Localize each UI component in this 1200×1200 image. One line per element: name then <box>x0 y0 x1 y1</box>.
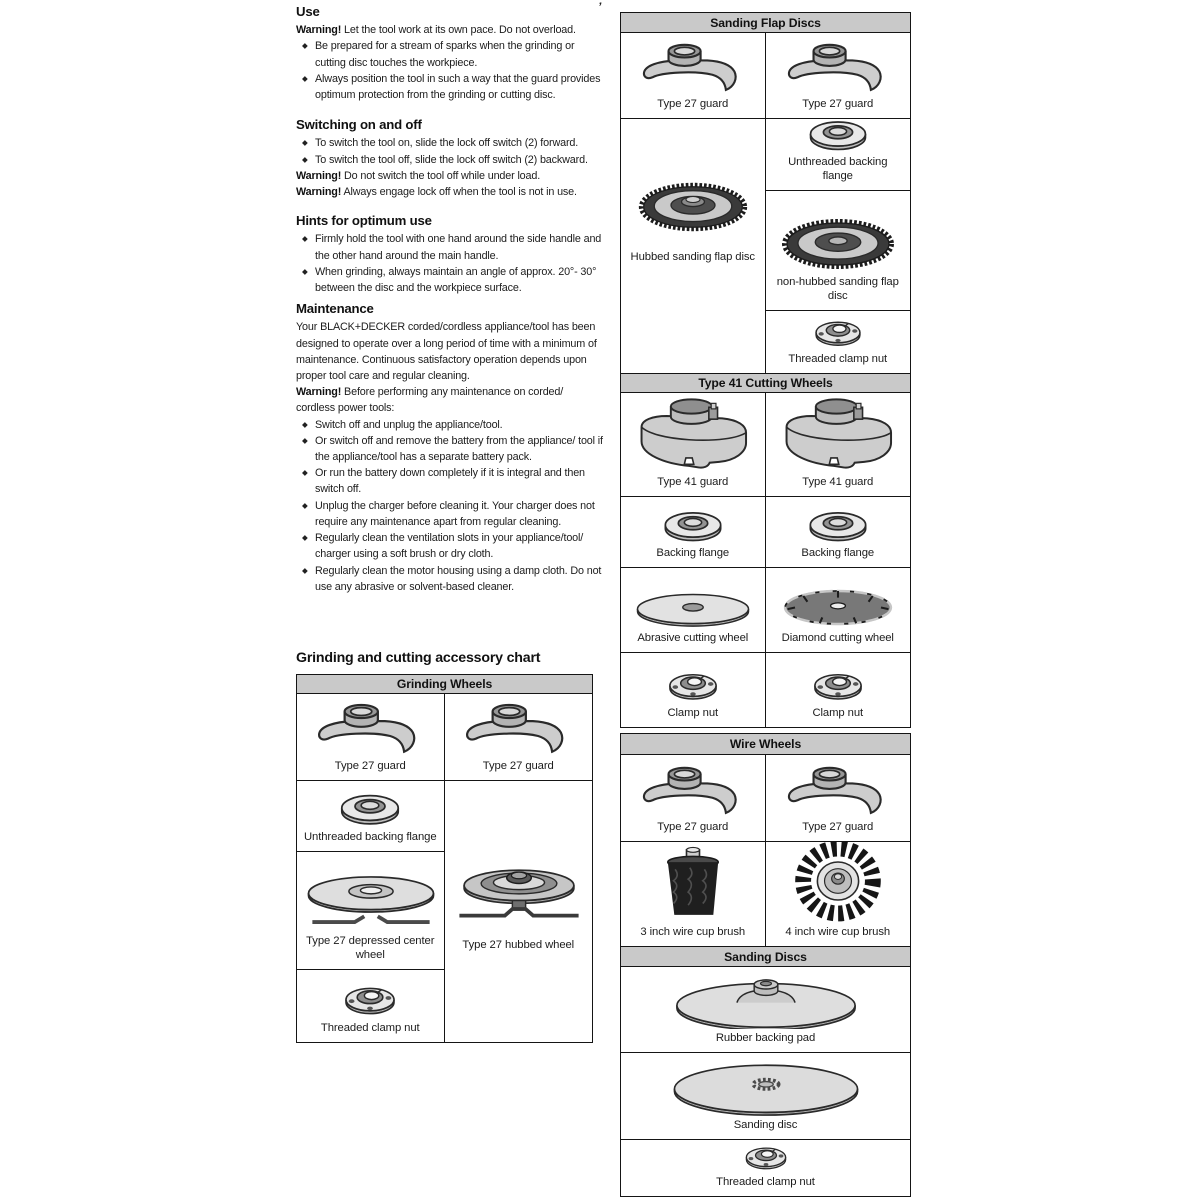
section-heading-switching: Switching on and off <box>296 117 422 133</box>
use-warning <box>296 22 604 38</box>
list-item: ◆ Be prepared for a stream of sparks when the grinding or cutting disc touches the workpiece. <box>296 38 604 70</box>
cell-depressed-center-wheel <box>297 852 445 970</box>
cell-type-27-guard <box>297 694 445 781</box>
cell-label: Unthreaded backing flange <box>303 830 437 843</box>
cell-label: Type 27 guard <box>334 759 406 772</box>
cell-backing-flange <box>621 497 766 568</box>
cell-label: Abrasive cutting wheel <box>637 631 749 644</box>
cell-label: Unthreaded backing flange <box>788 156 888 182</box>
bullet-icon: ◆ <box>302 468 308 478</box>
cell-type-27-guard <box>621 33 766 119</box>
cell-label: Type 27 depressed center wheel <box>306 935 435 961</box>
list-item: ◆ Or switch off and remove the battery from the appliance/ tool if the appliance/tool has a separate battery pack. <box>296 433 604 465</box>
cell-label: Type 27 guard <box>802 97 874 110</box>
clamp-nut-illustration <box>738 1140 794 1173</box>
table-header: Sanding Flap Discs <box>621 13 910 33</box>
list-item: ◆ Regularly clean the ventilation slots in your appliance/tool/ charger using a soft brush or dry cloth. <box>296 530 604 562</box>
bullet-icon: ◆ <box>302 234 308 244</box>
type-27-guard-illustration <box>311 701 429 757</box>
maintenance-bullet-list <box>296 417 604 595</box>
bullet-icon: ◆ <box>302 41 308 51</box>
cell-label: Rubber backing pad <box>715 1031 816 1044</box>
table-header: Sanding Discs <box>621 946 910 967</box>
hints-bullet-list <box>296 231 604 296</box>
cell-abrasive-cutting-wheel <box>621 568 766 653</box>
warning-text: Let the tool work at its own pace. Do not overload. <box>341 24 576 37</box>
list-item: ◆ Regularly clean the motor housing using a damp cloth. Do not use any abrasive or solvent-based cleaner. <box>296 563 604 595</box>
wire-cup-brush-illustration <box>650 845 736 923</box>
switching-warning-2: Warning! Always engage lock off when the tool is not in use. <box>296 186 577 199</box>
hubbed-flap-disc-illustration <box>634 179 752 235</box>
cell-sanding-disc <box>621 1053 910 1140</box>
bullet-icon: ◆ <box>302 138 308 148</box>
cell-clamp-nut <box>766 653 911 727</box>
cell-threaded-clamp-nut <box>297 970 445 1042</box>
maintenance-body: Your BLACK+DECKER corded/cordless appliance/tool has been designed to operate over a long period of time with a minimum of maintenance. Continuous satisfactory operation depends upon proper tool care and regular cleaning. <box>296 321 597 383</box>
cell-unthreaded-backing-flange <box>297 781 445 852</box>
clamp-nut-illustration <box>808 312 868 350</box>
cell-label: Type 27 guard <box>657 820 729 833</box>
abrasive-cutting-wheel-illustration <box>629 589 757 629</box>
cell-type-27-guard <box>766 755 911 842</box>
cell-type-41-guard <box>766 393 911 497</box>
list-item: ◆ Always position the tool in such a way that the guard provides optimum protection from the grinding or cutting disc. <box>296 71 604 103</box>
type-41-guard-illustration <box>632 397 754 473</box>
sanding-flap-discs-table <box>620 12 911 728</box>
warning-label: Warning! <box>296 186 342 199</box>
cell-type-27-guard <box>766 33 911 119</box>
cell-label: 3 inch wire cup brush <box>640 925 746 938</box>
type-27-guard-illustration <box>782 764 894 818</box>
cell-label: 4 inch wire cup brush <box>785 925 891 938</box>
cell-diamond-cutting-wheel <box>766 568 911 653</box>
sanding-flap-discs-grid <box>621 33 910 373</box>
depressed-center-wheel-illustration <box>297 868 445 932</box>
cell-label: Sanding disc <box>733 1118 798 1131</box>
bullet-icon: ◆ <box>302 73 308 83</box>
bullet-icon: ◆ <box>302 154 308 164</box>
list-item: ◆ Firmly hold the tool with one hand around the side handle and the other hand around the main handle. <box>296 231 604 263</box>
clamp-nut-illustration <box>807 664 869 704</box>
cell-type-27-hubbed-wheel <box>445 781 593 1042</box>
wire-wheels-table <box>620 733 911 1197</box>
type-27-guard-illustration <box>637 764 749 818</box>
list-item: ◆ To switch the tool off, slide the lock off switch (2) backward. <box>296 152 604 168</box>
type-27-guard-illustration <box>459 701 577 757</box>
cell-label: Type 41 guard <box>657 475 729 488</box>
cell-label: Backing flange <box>656 546 730 559</box>
backing-flange-illustration <box>656 506 730 544</box>
table-header: Grinding Wheels <box>297 675 592 694</box>
cell-type-27-guard <box>621 755 766 842</box>
warning-label: Warning! <box>296 386 342 399</box>
list-item: ◆ To switch the tool on, slide the lock off switch (2) forward. <box>296 135 604 151</box>
maintenance-warning: Warning! Before performing any maintenance on corded/ cordless power tools: <box>296 386 564 415</box>
sanding-disc-illustration <box>664 1058 868 1116</box>
type-27-guard-illustration <box>637 41 749 95</box>
warning-label: Warning! <box>296 24 342 37</box>
cell-label: Threaded clamp nut <box>788 352 888 365</box>
type-41-guard-illustration <box>777 397 899 473</box>
bullet-icon: ◆ <box>302 533 308 543</box>
section-heading-hints: Hints for optimum use <box>296 213 432 229</box>
hubbed-wheel-illustration <box>445 857 593 927</box>
cell-wire-wheel-brush <box>766 842 911 946</box>
cell-label: Type 27 guard <box>657 97 729 110</box>
cell-unthreaded-backing-flange <box>766 119 911 191</box>
cell-label: Backing flange <box>801 546 875 559</box>
list-item: ◆ When grinding, always maintain an angle of approx. 20°- 30° between the disc and the workpiece surface. <box>296 264 604 296</box>
wire-wheels-grid <box>621 755 910 946</box>
diamond-cutting-wheel-illustration <box>776 586 900 629</box>
cell-label: Type 41 guard <box>802 475 874 488</box>
accessory-chart-heading: Grinding and cutting accessory chart <box>296 650 541 666</box>
type-27-guard-illustration <box>782 41 894 95</box>
clamp-nut-illustration <box>662 664 724 704</box>
cell-non-hubbed-sanding-flap-disc <box>766 191 911 311</box>
cell-threaded-clamp-nut <box>621 1140 910 1196</box>
table-header: Wire Wheels <box>621 734 910 755</box>
cell-type-27-guard <box>445 694 593 781</box>
cell-label: Type 27 hubbed wheel <box>462 939 575 951</box>
section-heading-use: Use <box>296 4 320 19</box>
bullet-icon: ◆ <box>302 266 308 276</box>
cell-type-41-guard <box>621 393 766 497</box>
cell-label: Type 27 guard <box>802 820 874 833</box>
cell-clamp-nut <box>621 653 766 727</box>
cell-threaded-clamp-nut <box>766 311 911 373</box>
stray-print-mark: ʼ <box>598 0 602 14</box>
cell-label: Clamp nut <box>812 706 864 719</box>
cell-label: Clamp nut <box>667 706 719 719</box>
cell-label: Threaded clamp nut <box>716 1175 815 1188</box>
cell-label: Threaded clamp nut <box>320 1021 420 1034</box>
type41-grid <box>621 393 910 727</box>
list-item: ◆ Or run the battery down completely if it is integral and then switch off. <box>296 465 604 497</box>
switching-bullet-list <box>296 135 604 167</box>
cell-label: Hubbed sanding flap disc <box>630 251 755 263</box>
grinding-wheels-table <box>296 674 593 1043</box>
warning-label: Warning! <box>296 169 342 182</box>
switching-warning-1: Warning! Do not switch the tool off while under load. <box>296 169 541 182</box>
bullet-icon: ◆ <box>302 500 308 510</box>
use-bullet-list <box>296 38 604 103</box>
cell-label: Diamond cutting wheel <box>781 631 894 644</box>
rubber-backing-pad-illustration <box>668 969 864 1029</box>
section-heading-maintenance: Maintenance <box>296 301 374 317</box>
cell-label: non-hubbed sanding flap disc <box>776 276 899 302</box>
bullet-icon: ◆ <box>302 419 308 429</box>
bullet-icon: ◆ <box>302 435 308 445</box>
left-text-column <box>296 4 604 595</box>
bullet-icon: ◆ <box>302 565 308 575</box>
cell-hubbed-sanding-flap-disc <box>621 119 766 373</box>
list-item: ◆ Switch off and unplug the appliance/tool. <box>296 417 604 433</box>
table-header: Type 41 Cutting Wheels <box>621 373 910 393</box>
cell-rubber-backing-pad <box>621 967 910 1053</box>
grinding-wheels-grid <box>297 694 592 1042</box>
backing-flange-illustration <box>801 506 875 544</box>
backing-flange-illustration <box>333 788 407 828</box>
list-item: ◆ Unplug the charger before cleaning it. Your charger does not require any maintenance apart from regular cleaning. <box>296 498 604 530</box>
cell-backing-flange <box>766 497 911 568</box>
backing-flange-illustration <box>802 119 874 153</box>
wire-wheel-brush-illustration <box>791 842 885 923</box>
flap-disc-illustration <box>777 215 899 273</box>
clamp-nut-illustration <box>338 977 402 1019</box>
cell-wire-cup-brush <box>621 842 766 946</box>
cell-label: Type 27 guard <box>482 759 554 772</box>
